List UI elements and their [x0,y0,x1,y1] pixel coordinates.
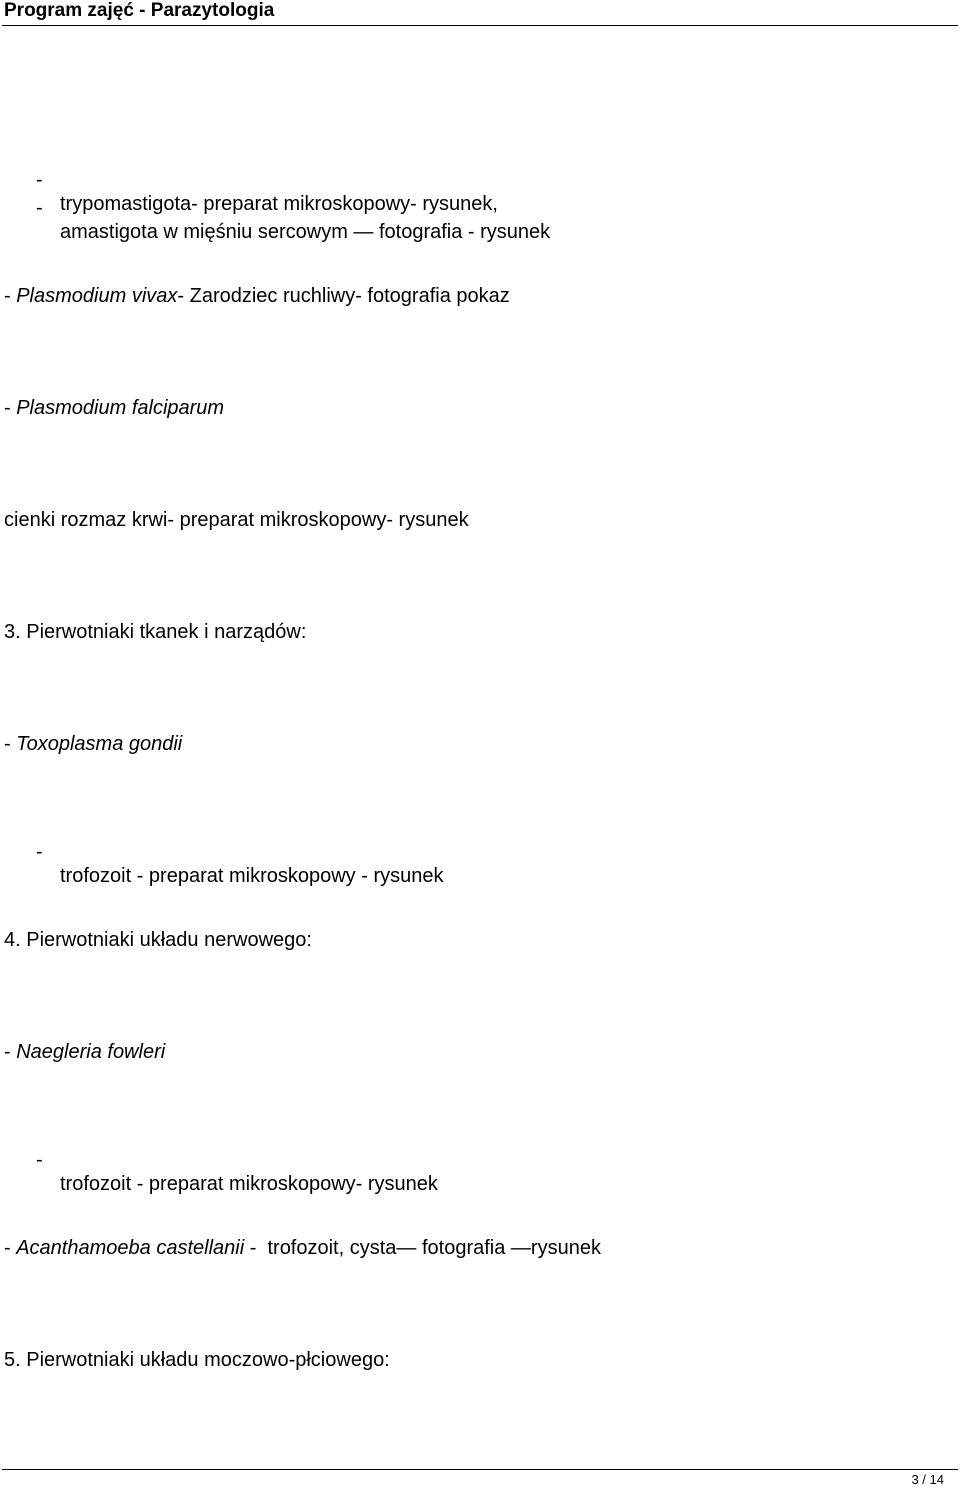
list-item-text: trofozoit - preparat mikroskopowy- rysunek [60,1173,438,1195]
species-description: - trofozoit, cysta— fotografia —rysunek [244,1237,601,1259]
species-prefix: - [4,1237,17,1259]
list-bullet: - [36,1149,43,1171]
document-header-title: Program zajęć - Parazytologia [4,0,275,21]
list-item-text: amastigota w mięśniu sercowym — fotografia - rysunek [60,221,551,243]
list-item [0,816,444,888]
species-toxoplasma [4,732,182,756]
section-heading-4: 4. Pierwotniaki układu nerwowego: [4,929,312,951]
species-acanthamoeba [4,1236,601,1260]
species-prefix: - [4,397,17,419]
paragraph-blood-smear: cienki rozmaz krwi- preparat mikroskopowy- rysunek [4,509,469,531]
list-bullet: - [36,197,43,219]
species-name: Naegleria fowleri [16,1041,166,1063]
species-prefix: - [4,733,17,755]
species-name: Plasmodium falciparum [16,397,225,419]
footer-divider [2,1469,958,1470]
species-plasmodium-vivax [4,284,510,308]
species-name: Plasmodium vivax [16,285,178,307]
list-bullet: - [36,169,43,191]
species-prefix: - [4,1041,17,1063]
list-item-text: trypomastigota- preparat mikroskopowy- rysunek, [60,193,498,215]
list-item-text: trofozoit - preparat mikroskopowy - rysunek [60,865,444,887]
species-description: - Zarodziec ruchliwy- fotografia pokaz [177,285,510,307]
species-name: Toxoplasma gondii [16,733,183,755]
header-divider [2,25,958,26]
section-heading-3: 3. Pierwotniaki tkanek i narządów: [4,621,307,643]
page-number: 3 / 14 [911,1472,944,1487]
section-heading-5: 5. Pierwotniaki układu moczowo-płciowego: [4,1349,390,1371]
species-prefix: - [4,285,17,307]
list-bullet: - [36,841,43,863]
species-naegleria [4,1040,165,1064]
list-item [0,1124,438,1196]
species-name: Acanthamoeba castellanii [16,1237,245,1259]
species-plasmodium-falciparum [4,396,224,420]
